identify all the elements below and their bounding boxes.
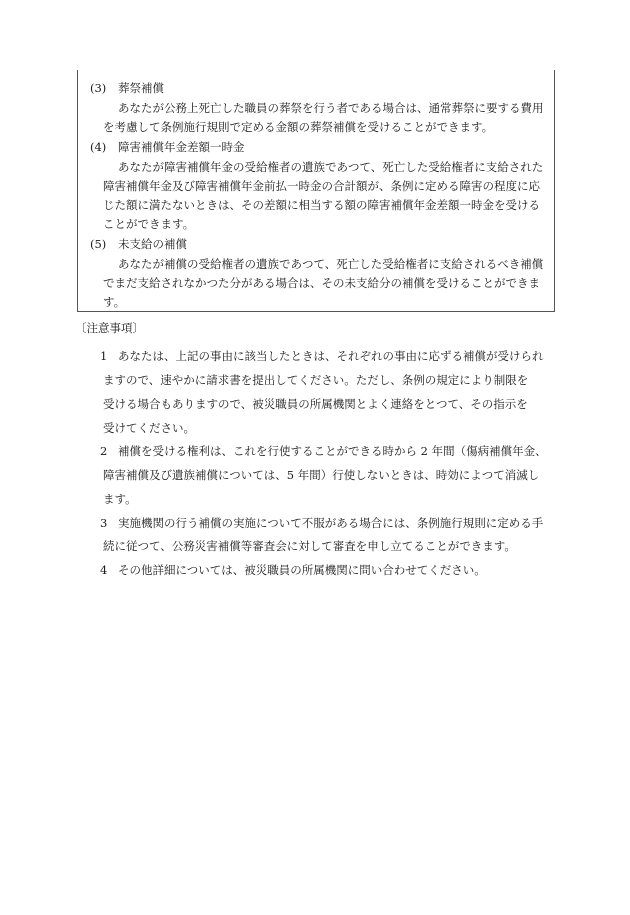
section-text-line: でまだ支給されなかつた分がある場合は、その未支給分の補償を受けることができま: [103, 276, 540, 290]
note-text-line: 補償を受ける権利は、これを行使することができる時から 2 年間（傷病補償年金、: [118, 444, 547, 458]
note-number: 2: [100, 444, 108, 458]
section-text-line: あなたが公務上死亡した職員の葬祭を行う者である場合は、通常葬祭に要する費用: [118, 101, 544, 115]
section-text-line: を考慮して条例施行規則で定める金額の葬祭補償を受けることができます。: [103, 120, 494, 134]
note-text-line: ますので、速やかに請求書を提出してください。ただし、条例の規定により制限を: [103, 373, 529, 387]
section-number: (3): [90, 81, 107, 95]
section-text-line: ことができます。: [103, 217, 195, 231]
section-heading: [90, 80, 164, 96]
section-title: 障害補償年金差額一時金: [118, 140, 245, 154]
note-text-line: 続に従つて、公務災害補償等審査会に対して審査を申し立てることができます。: [103, 539, 516, 553]
section-text-line: す。: [103, 295, 126, 309]
section-heading: [90, 139, 245, 155]
section-number: (5): [90, 237, 107, 251]
section-title: 葬祭補償: [118, 81, 164, 95]
note-text-line: 障害補償及び遺族補償については、5 年間）行使しないときは、時効によつて消滅し: [103, 468, 540, 482]
note-text-line: 受ける場合もありますので、被災職員の所属機関とよく連絡をとつて、その指示を: [103, 397, 528, 411]
note-number: 4: [100, 563, 108, 577]
note-text-line: その他詳細については、被災職員の所属機関に問い合わせてください。: [118, 563, 486, 577]
section-text-line: じた額に満たないときは、その差額に相当する額の障害補償年金差額一時金を受ける: [103, 198, 540, 212]
section-heading: [90, 236, 187, 252]
note-text-line: 実施機関の行う補償の実施について不服がある場合には、条例施行規則に定める手: [118, 516, 544, 530]
notes-title: 〔注意事項〕: [75, 321, 144, 335]
section-text-line: あなたが障害補償年金の受給権者の遺族であつて、死亡した受給権者に支給された: [118, 160, 544, 174]
note-text-line: 受けてください。: [103, 421, 195, 435]
section-title: 未支給の補償: [118, 237, 187, 251]
section-text-line: 障害補償年金及び障害補償年金前払一時金の合計額が、条例に定める障害の程度に応: [103, 179, 540, 193]
section-number: (4): [90, 140, 107, 154]
note-number: 3: [100, 516, 108, 530]
note-text-line: ます。: [103, 492, 137, 506]
note-text-line: あなたは、上記の事由に該当したときは、それぞれの事由に応ずる補償が受けられ: [118, 349, 544, 363]
section-text-line: あなたが補償の受給権者の遺族であつて、死亡した受給権者に支給されるべき補償: [118, 257, 544, 271]
note-number: 1: [100, 349, 108, 363]
